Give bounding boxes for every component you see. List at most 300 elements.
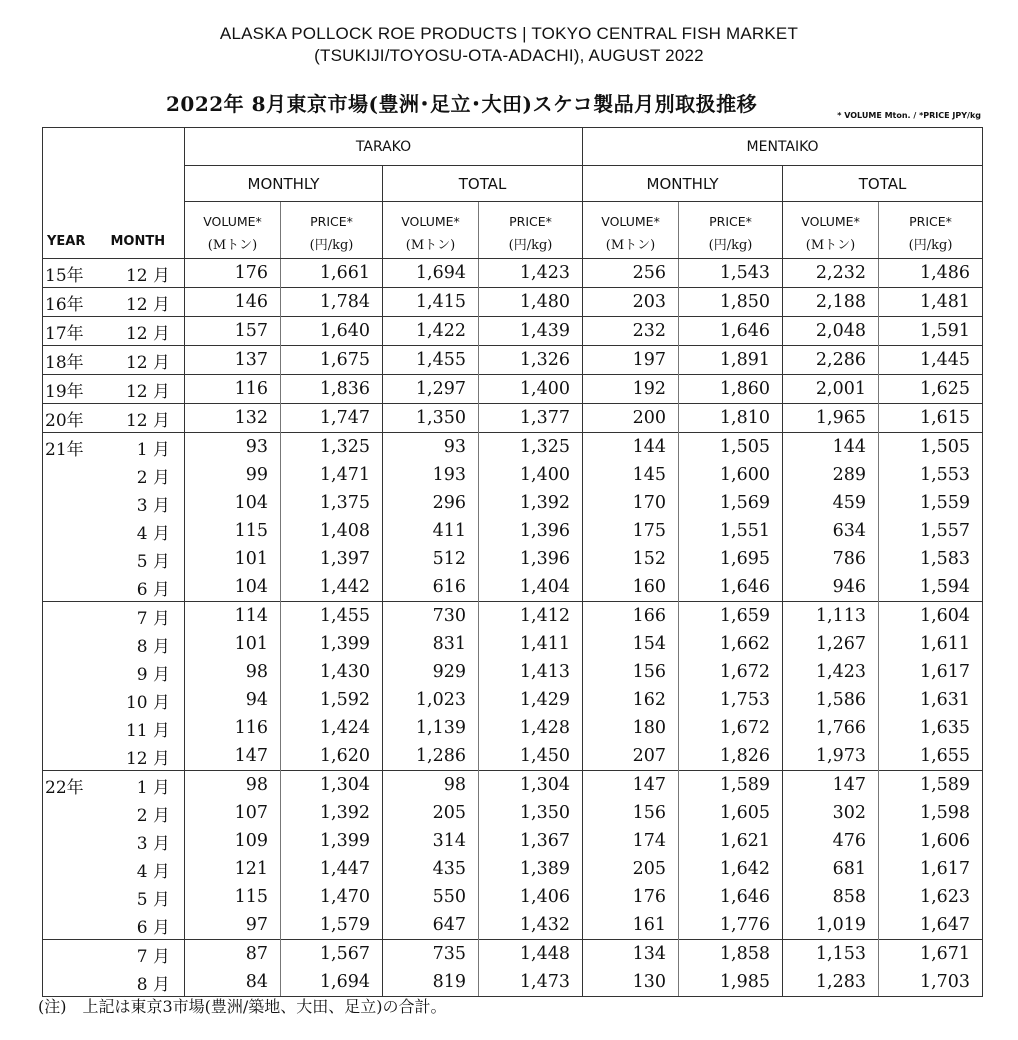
cell-m-m-price: 1,672	[679, 714, 783, 742]
header-month: MONTH	[111, 229, 185, 259]
header-tarako: TARAKO	[185, 128, 583, 166]
cell-m-m-vol: 175	[583, 517, 679, 545]
cell-t-m-price: 1,424	[281, 714, 383, 742]
table-row	[43, 346, 983, 375]
cell-month: 5 月	[136, 551, 170, 572]
cell-t-t-vol: 296	[383, 489, 479, 517]
cell-t-t-price: 1,423	[479, 259, 583, 288]
cell-t-m-price: 1,747	[281, 404, 383, 433]
cell-t-m-price: 1,784	[281, 288, 383, 317]
cell-m-m-vol: 207	[583, 742, 679, 771]
cell-t-t-vol: 98	[383, 771, 479, 800]
cell-m-m-price: 1,776	[679, 911, 783, 940]
cell-year	[43, 799, 111, 827]
cell-m-m-price: 1,695	[679, 545, 783, 573]
header-corner	[111, 202, 185, 230]
header-price-unit: (円/kg)	[679, 229, 783, 259]
cell-t-m-price: 1,567	[281, 940, 383, 969]
table-row	[43, 573, 983, 602]
cell-t-t-price: 1,412	[479, 602, 583, 631]
table-row	[43, 940, 983, 969]
cell-m-t-price: 1,647	[879, 911, 983, 940]
cell-t-t-vol: 205	[383, 799, 479, 827]
cell-t-t-price: 1,304	[479, 771, 583, 800]
header-corner	[43, 128, 111, 166]
cell-year	[43, 545, 111, 573]
cell-m-m-price: 1,662	[679, 630, 783, 658]
cell-year	[43, 742, 111, 771]
table-row	[43, 375, 983, 404]
cell-m-t-price: 1,623	[879, 883, 983, 911]
cell-m-t-vol: 1,153	[783, 940, 879, 969]
cell-t-t-price: 1,392	[479, 489, 583, 517]
header-volume-unit: (Mトン)	[583, 229, 679, 259]
cell-m-t-price: 1,604	[879, 602, 983, 631]
cell-t-m-vol: 109	[185, 827, 281, 855]
cell-month: 12 月	[111, 404, 185, 433]
cell-m-m-price: 1,659	[679, 602, 783, 631]
cell-m-t-vol: 1,766	[783, 714, 879, 742]
header-price-unit: (円/kg)	[879, 229, 983, 259]
cell-year: 21年	[43, 433, 111, 462]
header-price: PRICE*	[281, 202, 383, 230]
cell-t-t-price: 1,432	[479, 911, 583, 940]
cell-t-t-vol: 93	[383, 433, 479, 462]
table-row	[43, 259, 983, 288]
cell-t-t-vol: 1,415	[383, 288, 479, 317]
cell-m-t-price: 1,481	[879, 288, 983, 317]
header-mentaiko-monthly: MONTHLY	[583, 166, 783, 202]
cell-t-t-vol: 819	[383, 968, 479, 997]
cell-t-m-price: 1,392	[281, 799, 383, 827]
cell-m-m-price: 1,505	[679, 433, 783, 462]
cell-t-t-vol: 1,023	[383, 686, 479, 714]
header-volume-unit: (Mトン)	[185, 229, 281, 259]
cell-month: 12 月	[111, 317, 185, 346]
cell-t-m-price: 1,408	[281, 517, 383, 545]
cell-year: 22年	[43, 771, 111, 800]
cell-m-t-vol: 476	[783, 827, 879, 855]
cell-t-t-price: 1,429	[479, 686, 583, 714]
cell-t-t-price: 1,439	[479, 317, 583, 346]
cell-m-m-vol: 156	[583, 799, 679, 827]
cell-year: 17年	[43, 317, 111, 346]
cell-m-m-vol: 162	[583, 686, 679, 714]
header-volume: VOLUME*	[783, 202, 879, 230]
cell-m-m-vol: 134	[583, 940, 679, 969]
cell-t-m-vol: 104	[185, 489, 281, 517]
cell-t-m-vol: 115	[185, 517, 281, 545]
cell-t-t-price: 1,389	[479, 855, 583, 883]
cell-m-m-price: 1,891	[679, 346, 783, 375]
cell-year	[43, 855, 111, 883]
cell-m-t-price: 1,594	[879, 573, 983, 602]
cell-t-t-price: 1,396	[479, 517, 583, 545]
cell-m-m-vol: 200	[583, 404, 679, 433]
cell-m-m-price: 1,646	[679, 883, 783, 911]
cell-m-m-vol: 192	[583, 375, 679, 404]
table-row	[43, 602, 983, 631]
cell-m-t-vol: 946	[783, 573, 879, 602]
cell-year	[43, 714, 111, 742]
unit-note: * VOLUME Mton. / *PRICE JPY/kg	[837, 111, 981, 120]
cell-t-m-vol: 87	[185, 940, 281, 969]
cell-year: 20年	[43, 404, 111, 433]
cell-m-m-vol: 144	[583, 433, 679, 462]
cell-t-m-vol: 115	[185, 883, 281, 911]
cell-t-t-vol: 1,350	[383, 404, 479, 433]
cell-m-m-vol: 176	[583, 883, 679, 911]
cell-month: 10 月	[125, 692, 170, 713]
cell-t-t-price: 1,473	[479, 968, 583, 997]
cell-m-m-vol: 232	[583, 317, 679, 346]
cell-t-t-vol: 193	[383, 461, 479, 489]
cell-m-t-vol: 1,423	[783, 658, 879, 686]
cell-m-t-vol: 681	[783, 855, 879, 883]
cell-t-m-price: 1,620	[281, 742, 383, 771]
cell-year	[43, 911, 111, 940]
cell-m-t-price: 1,559	[879, 489, 983, 517]
cell-month: 1 月	[111, 433, 185, 462]
cell-t-t-price: 1,396	[479, 545, 583, 573]
cell-t-t-price: 1,428	[479, 714, 583, 742]
cell-t-t-vol: 1,139	[383, 714, 479, 742]
cell-m-t-price: 1,703	[879, 968, 983, 997]
cell-month: 12 月	[111, 346, 185, 375]
cell-m-t-vol: 1,019	[783, 911, 879, 940]
cell-t-m-price: 1,579	[281, 911, 383, 940]
cell-t-m-price: 1,399	[281, 827, 383, 855]
cell-t-t-price: 1,325	[479, 433, 583, 462]
cell-month: 12 月	[111, 259, 185, 288]
cell-t-t-price: 1,411	[479, 630, 583, 658]
cell-m-m-vol: 166	[583, 602, 679, 631]
cell-t-m-price: 1,640	[281, 317, 383, 346]
title-japanese: 2022年 8月東京市場(豊洲･足立･大田)スケコ製品月別取扱推移	[166, 92, 758, 116]
cell-t-m-vol: 121	[185, 855, 281, 883]
cell-t-m-vol: 104	[185, 573, 281, 602]
header-tarako-total: TOTAL	[383, 166, 583, 202]
cell-m-m-price: 1,850	[679, 288, 783, 317]
table-row	[43, 288, 983, 317]
cell-m-m-vol: 147	[583, 771, 679, 800]
cell-m-t-vol: 1,267	[783, 630, 879, 658]
cell-m-m-price: 1,985	[679, 968, 783, 997]
cell-m-t-price: 1,445	[879, 346, 983, 375]
header-mentaiko-total: TOTAL	[783, 166, 983, 202]
footnote: (注) 上記は東京3市場(豊洲/築地、大田、足立)の合計。	[38, 997, 447, 1016]
cell-m-m-price: 1,600	[679, 461, 783, 489]
cell-month: 2 月	[136, 467, 170, 488]
cell-m-t-vol: 786	[783, 545, 879, 573]
cell-m-m-vol: 154	[583, 630, 679, 658]
cell-m-m-price: 1,860	[679, 375, 783, 404]
cell-m-m-vol: 197	[583, 346, 679, 375]
cell-month: 12 月	[125, 748, 170, 769]
cell-month: 7 月	[111, 602, 185, 631]
cell-m-t-price: 1,591	[879, 317, 983, 346]
cell-m-t-vol: 2,286	[783, 346, 879, 375]
cell-t-t-vol: 831	[383, 630, 479, 658]
cell-month: 7 月	[111, 940, 185, 969]
table-row	[43, 461, 983, 489]
cell-m-t-vol: 1,113	[783, 602, 879, 631]
cell-t-m-vol: 116	[185, 714, 281, 742]
cell-t-t-price: 1,406	[479, 883, 583, 911]
header-volume: VOLUME*	[383, 202, 479, 230]
cell-t-m-vol: 98	[185, 658, 281, 686]
cell-t-m-vol: 146	[185, 288, 281, 317]
cell-year	[43, 489, 111, 517]
cell-m-m-price: 1,672	[679, 658, 783, 686]
cell-t-m-price: 1,592	[281, 686, 383, 714]
cell-t-m-vol: 101	[185, 545, 281, 573]
cell-t-m-price: 1,471	[281, 461, 383, 489]
cell-month: 8 月	[136, 636, 170, 657]
cell-year	[43, 883, 111, 911]
cell-m-m-vol: 256	[583, 259, 679, 288]
cell-year	[43, 461, 111, 489]
cell-year	[43, 686, 111, 714]
table-row	[43, 911, 983, 940]
cell-m-t-vol: 1,965	[783, 404, 879, 433]
cell-m-t-vol: 2,001	[783, 375, 879, 404]
cell-t-m-vol: 147	[185, 742, 281, 771]
cell-t-m-vol: 116	[185, 375, 281, 404]
cell-t-t-price: 1,400	[479, 461, 583, 489]
cell-month: 11 月	[125, 720, 170, 741]
cell-m-m-vol: 160	[583, 573, 679, 602]
cell-m-t-price: 1,615	[879, 404, 983, 433]
cell-t-t-vol: 1,455	[383, 346, 479, 375]
cell-t-m-vol: 107	[185, 799, 281, 827]
cell-t-t-price: 1,350	[479, 799, 583, 827]
cell-year	[43, 573, 111, 602]
table-row	[43, 714, 983, 742]
title-english-line-2: (TSUKIJI/TOYOSU-OTA-ADACHI), AUGUST 2022	[314, 46, 704, 65]
cell-t-m-vol: 93	[185, 433, 281, 462]
cell-m-t-price: 1,583	[879, 545, 983, 573]
cell-t-t-vol: 512	[383, 545, 479, 573]
header-volume: VOLUME*	[583, 202, 679, 230]
table-row	[43, 433, 983, 462]
cell-m-t-vol: 144	[783, 433, 879, 462]
cell-t-m-price: 1,325	[281, 433, 383, 462]
cell-m-m-price: 1,589	[679, 771, 783, 800]
header-tarako-monthly: MONTHLY	[185, 166, 383, 202]
cell-t-t-vol: 616	[383, 573, 479, 602]
cell-m-t-price: 1,625	[879, 375, 983, 404]
cell-m-t-price: 1,598	[879, 799, 983, 827]
cell-month: 3 月	[136, 495, 170, 516]
cell-m-m-price: 1,646	[679, 317, 783, 346]
cell-t-t-price: 1,480	[479, 288, 583, 317]
cell-m-m-vol: 161	[583, 911, 679, 940]
cell-m-t-price: 1,635	[879, 714, 983, 742]
cell-m-t-vol: 459	[783, 489, 879, 517]
cell-month: 12 月	[111, 288, 185, 317]
cell-m-t-price: 1,611	[879, 630, 983, 658]
cell-month: 12 月	[111, 375, 185, 404]
cell-t-m-price: 1,694	[281, 968, 383, 997]
cell-year	[43, 940, 111, 969]
cell-t-m-vol: 97	[185, 911, 281, 940]
table-row	[43, 883, 983, 911]
cell-t-m-vol: 157	[185, 317, 281, 346]
cell-m-m-vol: 145	[583, 461, 679, 489]
cell-m-m-price: 1,621	[679, 827, 783, 855]
cell-m-t-vol: 1,586	[783, 686, 879, 714]
cell-m-m-price: 1,543	[679, 259, 783, 288]
cell-m-m-vol: 174	[583, 827, 679, 855]
table-row	[43, 404, 983, 433]
cell-t-m-price: 1,304	[281, 771, 383, 800]
cell-m-t-price: 1,486	[879, 259, 983, 288]
cell-t-m-price: 1,447	[281, 855, 383, 883]
cell-m-t-vol: 147	[783, 771, 879, 800]
cell-t-m-price: 1,675	[281, 346, 383, 375]
cell-t-m-vol: 98	[185, 771, 281, 800]
table-row	[43, 855, 983, 883]
table-row	[43, 686, 983, 714]
header-price: PRICE*	[479, 202, 583, 230]
cell-year	[43, 630, 111, 658]
cell-m-t-price: 1,557	[879, 517, 983, 545]
cell-m-t-vol: 1,283	[783, 968, 879, 997]
cell-t-t-vol: 1,286	[383, 742, 479, 771]
cell-m-t-vol: 2,188	[783, 288, 879, 317]
cell-t-t-vol: 929	[383, 658, 479, 686]
cell-m-m-vol: 130	[583, 968, 679, 997]
cell-t-m-price: 1,442	[281, 573, 383, 602]
cell-t-t-vol: 730	[383, 602, 479, 631]
cell-month: 1 月	[111, 771, 185, 800]
cell-m-t-vol: 1,973	[783, 742, 879, 771]
cell-t-t-vol: 1,297	[383, 375, 479, 404]
header-corner	[111, 128, 185, 166]
cell-m-t-vol: 302	[783, 799, 879, 827]
cell-year: 16年	[43, 288, 111, 317]
cell-t-t-price: 1,400	[479, 375, 583, 404]
header-corner	[111, 166, 185, 202]
cell-month: 8 月	[111, 968, 185, 997]
cell-t-m-price: 1,375	[281, 489, 383, 517]
header-mentaiko: MENTAIKO	[583, 128, 983, 166]
table-row	[43, 317, 983, 346]
cell-m-t-price: 1,655	[879, 742, 983, 771]
cell-t-t-vol: 435	[383, 855, 479, 883]
table-row	[43, 489, 983, 517]
cell-m-t-price: 1,606	[879, 827, 983, 855]
cell-year	[43, 602, 111, 631]
cell-m-t-price: 1,553	[879, 461, 983, 489]
cell-m-m-price: 1,642	[679, 855, 783, 883]
cell-m-t-price: 1,631	[879, 686, 983, 714]
cell-m-t-price: 1,505	[879, 433, 983, 462]
cell-year	[43, 658, 111, 686]
cell-t-t-price: 1,404	[479, 573, 583, 602]
cell-t-t-vol: 647	[383, 911, 479, 940]
cell-t-m-price: 1,430	[281, 658, 383, 686]
cell-m-t-vol: 2,048	[783, 317, 879, 346]
cell-m-m-price: 1,551	[679, 517, 783, 545]
cell-year: 19年	[43, 375, 111, 404]
cell-t-m-vol: 84	[185, 968, 281, 997]
cell-t-m-price: 1,455	[281, 602, 383, 631]
cell-m-m-vol: 156	[583, 658, 679, 686]
cell-t-t-vol: 735	[383, 940, 479, 969]
header-volume-unit: (Mトン)	[383, 229, 479, 259]
cell-t-m-vol: 94	[185, 686, 281, 714]
cell-t-m-vol: 114	[185, 602, 281, 631]
cell-month: 5 月	[136, 889, 170, 910]
header-year: YEAR	[43, 229, 111, 259]
cell-year: 18年	[43, 346, 111, 375]
cell-m-m-price: 1,569	[679, 489, 783, 517]
header-volume-unit: (Mトン)	[783, 229, 879, 259]
title-english-line-1: ALASKA POLLOCK ROE PRODUCTS | TOKYO CENTRAL FISH MARKET	[219, 24, 799, 43]
cell-t-m-vol: 132	[185, 404, 281, 433]
cell-t-m-price: 1,470	[281, 883, 383, 911]
cell-t-m-price: 1,399	[281, 630, 383, 658]
header-price-unit: (円/kg)	[281, 229, 383, 259]
header-volume: VOLUME*	[185, 202, 281, 230]
header-price: PRICE*	[679, 202, 783, 230]
table-row	[43, 771, 983, 800]
header-price-unit: (円/kg)	[479, 229, 583, 259]
cell-month: 9 月	[136, 664, 170, 685]
table-row	[43, 799, 983, 827]
cell-t-m-vol: 99	[185, 461, 281, 489]
cell-m-t-price: 1,671	[879, 940, 983, 969]
cell-year	[43, 827, 111, 855]
table-row	[43, 742, 983, 771]
cell-m-m-vol: 170	[583, 489, 679, 517]
cell-m-m-vol: 152	[583, 545, 679, 573]
cell-t-t-price: 1,367	[479, 827, 583, 855]
cell-m-m-vol: 205	[583, 855, 679, 883]
cell-m-m-price: 1,646	[679, 573, 783, 602]
cell-t-t-price: 1,450	[479, 742, 583, 771]
cell-m-t-price: 1,617	[879, 658, 983, 686]
cell-m-m-price: 1,605	[679, 799, 783, 827]
cell-t-m-price: 1,836	[281, 375, 383, 404]
cell-m-m-vol: 203	[583, 288, 679, 317]
cell-month: 2 月	[136, 805, 170, 826]
table-body	[43, 259, 983, 997]
header-price: PRICE*	[879, 202, 983, 230]
cell-t-m-price: 1,397	[281, 545, 383, 573]
cell-t-t-price: 1,448	[479, 940, 583, 969]
cell-t-t-price: 1,413	[479, 658, 583, 686]
cell-month: 4 月	[136, 523, 170, 544]
cell-t-m-vol: 101	[185, 630, 281, 658]
cell-t-m-vol: 176	[185, 259, 281, 288]
table-row	[43, 545, 983, 573]
cell-t-t-vol: 1,422	[383, 317, 479, 346]
header-corner	[43, 166, 111, 202]
cell-m-m-price: 1,810	[679, 404, 783, 433]
cell-year	[43, 968, 111, 997]
cell-t-t-vol: 411	[383, 517, 479, 545]
cell-t-t-vol: 314	[383, 827, 479, 855]
cell-t-t-price: 1,377	[479, 404, 583, 433]
cell-m-m-price: 1,858	[679, 940, 783, 969]
cell-t-t-vol: 550	[383, 883, 479, 911]
table-row	[43, 658, 983, 686]
cell-m-t-price: 1,589	[879, 771, 983, 800]
cell-m-m-price: 1,826	[679, 742, 783, 771]
